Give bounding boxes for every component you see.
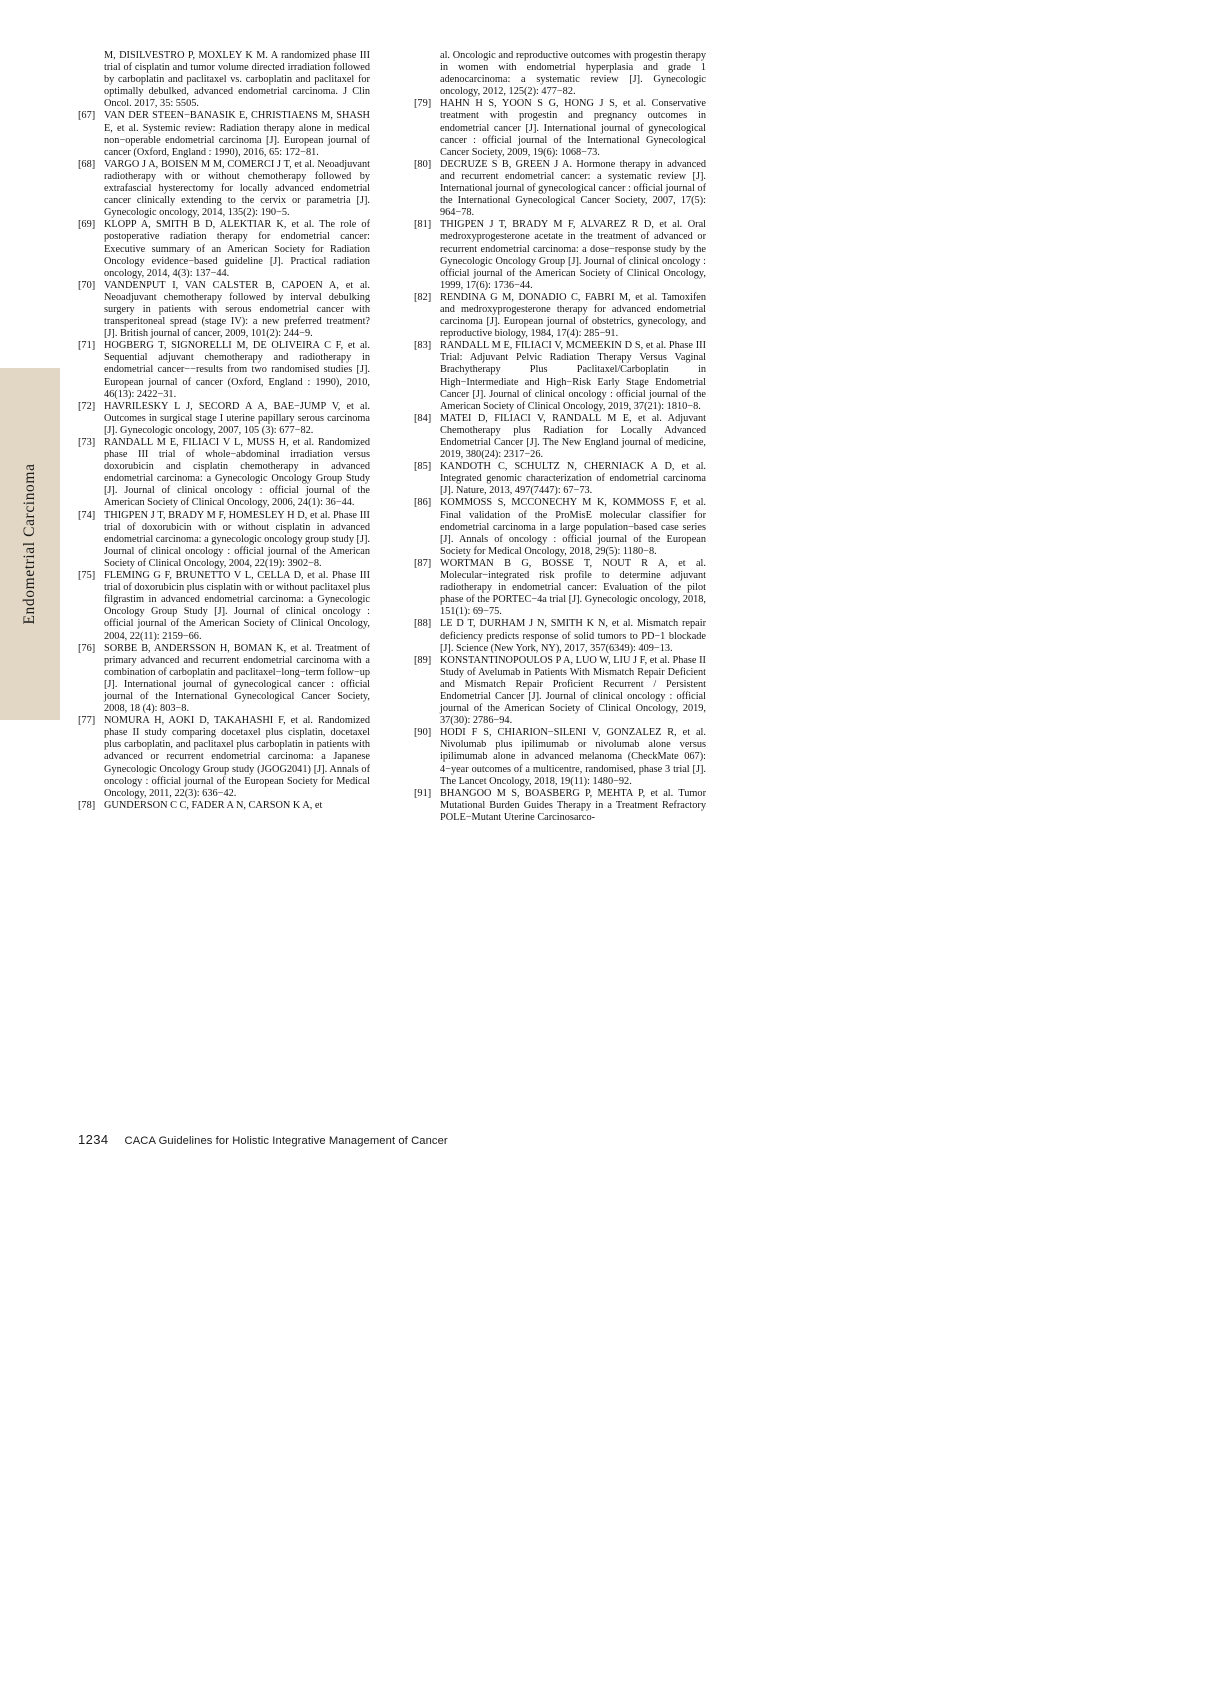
- reference-number: [80]: [414, 158, 432, 170]
- reference-text: KANDOTH C, SCHULTZ N, CHERNIACK A D, et al. Integrated genomic characterization of endometrial carcinoma [J]. Nature, 2013, 497(7447): 67−73.: [440, 461, 706, 497]
- reference-item: [414, 413, 706, 461]
- reference-text: HOGBERG T, SIGNORELLI M, DE OLIVEIRA C F, et al. Sequential adjuvant chemotherapy and radiotherapy in endometrial cancer−−results from two randomised studies [J]. European journal of cancer (Oxford, England : 1990), 2010, 46(13): 2422−31.: [104, 340, 370, 400]
- reference-text: HODI F S, CHIARION−SILENI V, GONZALEZ R, et al. Nivolumab plus ipilimumab or nivolumab alone versus ipilimumab alone in advanced melanoma (CheckMate 067): 4−year outcomes of a multicentre, randomised, phase 3 trial [J]. The Lancet Oncology, 2018, 19(11): 1480−92.: [440, 727, 706, 787]
- reference-item: [78, 800, 370, 812]
- reference-item: [78, 715, 370, 800]
- reference-number: [71]: [78, 340, 96, 352]
- reference-text: THIGPEN J T, BRADY M F, ALVAREZ R D, et al. Oral medroxyprogesterone acetate in the treatment of advanced or recurrent endometrial carcinoma: a dose−response study by the Gynecologic Oncology Group [J]. Journal of clinical oncology : official journal of the American Society of Clinical Oncology, 1999, 17(6): 1736−44.: [440, 219, 706, 291]
- reference-number: [69]: [78, 219, 96, 231]
- reference-number: [79]: [414, 98, 432, 110]
- reference-number: [86]: [414, 497, 432, 509]
- reference-item: [78, 219, 370, 279]
- reference-text: FLEMING G F, BRUNETTO V L, CELLA D, et al. Phase III trial of doxorubicin plus cisplatin with or without paclitaxel plus filgrastim in advanced endometrial carcinoma: a Gynecologic Oncology Group Study [J]. Journal of clinical oncology : official journal of the American Society of Clinical Oncology, 2004, 22(11): 2159−66.: [104, 570, 370, 642]
- reference-number: [88]: [414, 618, 432, 630]
- continued-reference-text: M, DISILVESTRO P, MOXLEY K M. A randomized phase III trial of cisplatin and tumor volume directed irradiation followed by carboplatin and paclitaxel vs. carboplatin and paclitaxel for optimally debulked, advanced endometrial carcinoma. J Clin Oncol. 2017, 35: 5505.: [104, 50, 370, 110]
- reference-text: VANDENPUT I, VAN CALSTER B, CAPOEN A, et al. Neoadjuvant chemotherapy followed by interval debulking surgery in patients with serous endometrial cancer with transperitoneal spread (stage IV): a new preferred treatment? [J]. British journal of cancer, 2009, 101(2): 244−9.: [104, 279, 370, 340]
- reference-item: [78, 110, 370, 158]
- reference-number: [89]: [414, 654, 432, 666]
- reference-number: [74]: [78, 509, 96, 521]
- reference-number: [77]: [78, 715, 96, 727]
- reference-item: [414, 788, 706, 824]
- reference-number: [90]: [414, 727, 432, 739]
- reference-item: [414, 98, 706, 158]
- reference-text: KLOPP A, SMITH B D, ALEKTIAR K, et al. The role of postoperative radiation therapy for endometrial cancer: Executive summary of an American Society for Radiation Oncology evidence−based guideline [J]. Practical radiation oncology, 2014, 4(3): 137−44.: [104, 219, 370, 279]
- reference-list-left: [78, 110, 370, 811]
- reference-item: [78, 510, 370, 570]
- reference-item: [414, 340, 706, 413]
- chapter-side-tab-label: Endometrial Carcinoma: [21, 463, 38, 625]
- reference-item: [414, 461, 706, 497]
- reference-item: [78, 643, 370, 716]
- references-column-left: [78, 50, 370, 824]
- reference-item: [78, 159, 370, 219]
- reference-text: HAVRILESKY L J, SECORD A A, BAE−JUMP V, et al. Outcomes in surgical stage I uterine papillary serous carcinoma [J]. Gynecologic oncology, 2007, 105 (3): 677−82.: [104, 400, 370, 436]
- reference-item: [414, 618, 706, 654]
- reference-text: WORTMAN B G, BOSSE T, NOUT R A, et al. Molecular−integrated risk profile to determine adjuvant radiotherapy in endometrial cancer: Evaluation of the pilot phase of the PORTEC−4a trial [J]. Gynecologic oncology, 2018, 151(1): 69−75.: [440, 557, 706, 618]
- reference-text: VAN DER STEEN−BANASIK E, CHRISTIAENS M, SHASH E, et al. Systemic review: Radiation therapy alone in medical non−operable endometrial carcinoma [J]. European journal of cancer (Oxford, England : 1990), 2016, 65: 172−81.: [104, 110, 370, 158]
- reference-number: [87]: [414, 557, 432, 569]
- reference-text: LE D T, DURHAM J N, SMITH K N, et al. Mismatch repair deficiency predicts response of solid tumors to PD−1 blockade [J]. Science (New York, NY), 2017, 357(6349): 409−13.: [440, 618, 706, 654]
- reference-item: [78, 280, 370, 340]
- reference-text: NOMURA H, AOKI D, TAKAHASHI F, et al. Randomized phase II study comparing docetaxel plus cisplatin, docetaxel plus carboplatin, and paclitaxel plus carboplatin in patients with advanced or recurrent endometrial carcinoma: a Japanese Gynecologic Oncology Group study (JGOG2041) [J]. Annals of oncology : official journal of the European Society for Medical Oncology, 2011, 22(3): 636−42.: [104, 715, 370, 799]
- reference-number: [72]: [78, 400, 96, 412]
- reference-number: [81]: [414, 219, 432, 231]
- reference-text: KOMMOSS S, MCCONECHY M K, KOMMOSS F, et al. Final validation of the ProMisE molecular classifier for endometrial carcinoma in a large population−based case series [J]. Annals of oncology : official journal of the European Society for Medical Oncology, 2018, 29(5): 1180−8.: [440, 497, 706, 557]
- reference-item: [414, 655, 706, 728]
- reference-number: [85]: [414, 461, 432, 473]
- reference-text: SORBE B, ANDERSSON H, BOMAN K, et al. Treatment of primary advanced and recurrent endometrial carcinoma with a combination of carboplatin and paclitaxel−long−term follow−up [J]. International journal of gynecological cancer : official journal of the International Gynecological Cancer Society, 2008, 18 (4): 803−8.: [104, 642, 370, 715]
- page-footer: [78, 1132, 1140, 1147]
- reference-text: DECRUZE S B, GREEN J A. Hormone therapy in advanced and recurrent endometrial cancer: a systematic review [J]. International journal of gynecological cancer : official journal of the International Gynecological Cancer Society, 2007, 17(5): 964−78.: [440, 158, 706, 219]
- reference-number: [73]: [78, 437, 96, 448]
- reference-number: [83]: [414, 340, 432, 352]
- reference-item: [78, 570, 370, 643]
- reference-number: [67]: [78, 110, 96, 122]
- continued-reference-text: al. Oncologic and reproductive outcomes with progestin therapy in women with endometrial hyperplasia and grade 1 adenocarcinoma: a systematic review [J]. Gynecologic oncology, 2012, 125(2): 477−82.: [440, 50, 706, 98]
- reference-number: [78]: [78, 799, 96, 811]
- reference-item: [414, 497, 706, 557]
- page-number: 1234: [78, 1132, 109, 1147]
- reference-number: [91]: [414, 787, 432, 799]
- footer-title: CACA Guidelines for Holistic Integrative Management of Cancer: [124, 1135, 448, 1147]
- chapter-side-tab: [0, 368, 60, 720]
- reference-text: HAHN H S, YOON S G, HONG J S, et al. Conservative treatment with progestin and pregnancy outcomes in endometrial cancer [J]. International journal of gynecological cancer : official journal of the International Gynecological Cancer Society, 2009, 19(6): 1068−73.: [440, 98, 706, 158]
- reference-number: [82]: [414, 291, 432, 303]
- reference-text: RANDALL M E, FILIACI V, MCMEEKIN D S, et al. Phase III Trial: Adjuvant Pelvic Radiation Therapy Versus Vaginal Brachytherapy Plus Paclitaxel/Carboplatin in High−Intermediate and High−Risk Early Stage Endometrial Cancer [J]. Journal of clinical oncology : official journal of the American Society of Clinical Oncology, 2019, 37(21): 1810−8.: [440, 340, 706, 412]
- reference-item: [414, 292, 706, 340]
- reference-number: [70]: [78, 279, 96, 291]
- reference-text: RANDALL M E, FILIACI V L, MUSS H, et al. Randomized phase III trial of whole−abdominal irradiation versus doxorubicin and cisplatin chemotherapy in advanced endometrial carcinoma: a Gynecologic Oncology Group Study [J]. Journal of clinical oncology : official journal of the American Society of Clinical Oncology, 2006, 24(1): 36−44.: [104, 437, 370, 509]
- reference-list-right: [414, 98, 706, 824]
- reference-number: [68]: [78, 158, 96, 170]
- reference-text: RENDINA G M, DONADIO C, FABRI M, et al. Tamoxifen and medroxyprogesterone therapy for advanced endometrial carcinoma [J]. European journal of obstetrics, gynecology, and reproductive biology, 1984, 17(4): 285−91.: [440, 291, 706, 340]
- reference-text: VARGO J A, BOISEN M M, COMERCI J T, et al. Neoadjuvant radiotherapy with or without chemotherapy followed by extrafascial hysterectomy for locally advanced endometrial cancer clinically extending to the cervix or parametria [J]. Gynecologic oncology, 2014, 135(2): 190−5.: [104, 158, 370, 219]
- reference-item: [78, 340, 370, 400]
- reference-number: [84]: [414, 412, 432, 424]
- reference-text: GUNDERSON C C, FADER A N, CARSON K A, et: [104, 799, 323, 811]
- references-column-right: [414, 50, 706, 824]
- references-columns: [78, 50, 1140, 824]
- reference-item: [78, 401, 370, 437]
- reference-item: [414, 558, 706, 618]
- reference-number: [76]: [78, 642, 96, 654]
- reference-item: [414, 219, 706, 292]
- reference-number: [75]: [78, 570, 96, 582]
- reference-text: KONSTANTINOPOULOS P A, LUO W, LIU J F, et al. Phase II Study of Avelumab in Patients With Mismatch Repair Deficient and Mismatch Repair Proficient Recurrent / Persistent Endometrial Cancer [J]. Journal of clinical oncology : official journal of the American Society of Clinical Oncology, 2019, 37(30): 2786−94.: [440, 654, 706, 727]
- reference-text: THIGPEN J T, BRADY M F, HOMESLEY H D, et al. Phase III trial of doxorubicin with or without cisplatin in advanced endometrial carcinoma: a gynecologic oncology group study [J]. Journal of clinical oncology : official journal of the American Society of Clinical Oncology, 2004, 22(19): 3902−8.: [104, 509, 370, 569]
- reference-item: [78, 437, 370, 510]
- reference-item: [414, 727, 706, 787]
- reference-item: [414, 159, 706, 219]
- reference-text: MATEI D, FILIACI V, RANDALL M E, et al. Adjuvant Chemotherapy plus Radiation for Locally Advanced Endometrial Cancer [J]. The New England journal of medicine, 2019, 380(24): 2317−26.: [440, 412, 706, 461]
- reference-text: BHANGOO M S, BOASBERG P, MEHTA P, et al. Tumor Mutational Burden Guides Therapy in a Treatment Refractory POLE−Mutant Uterine Carcinosarco-: [440, 787, 706, 823]
